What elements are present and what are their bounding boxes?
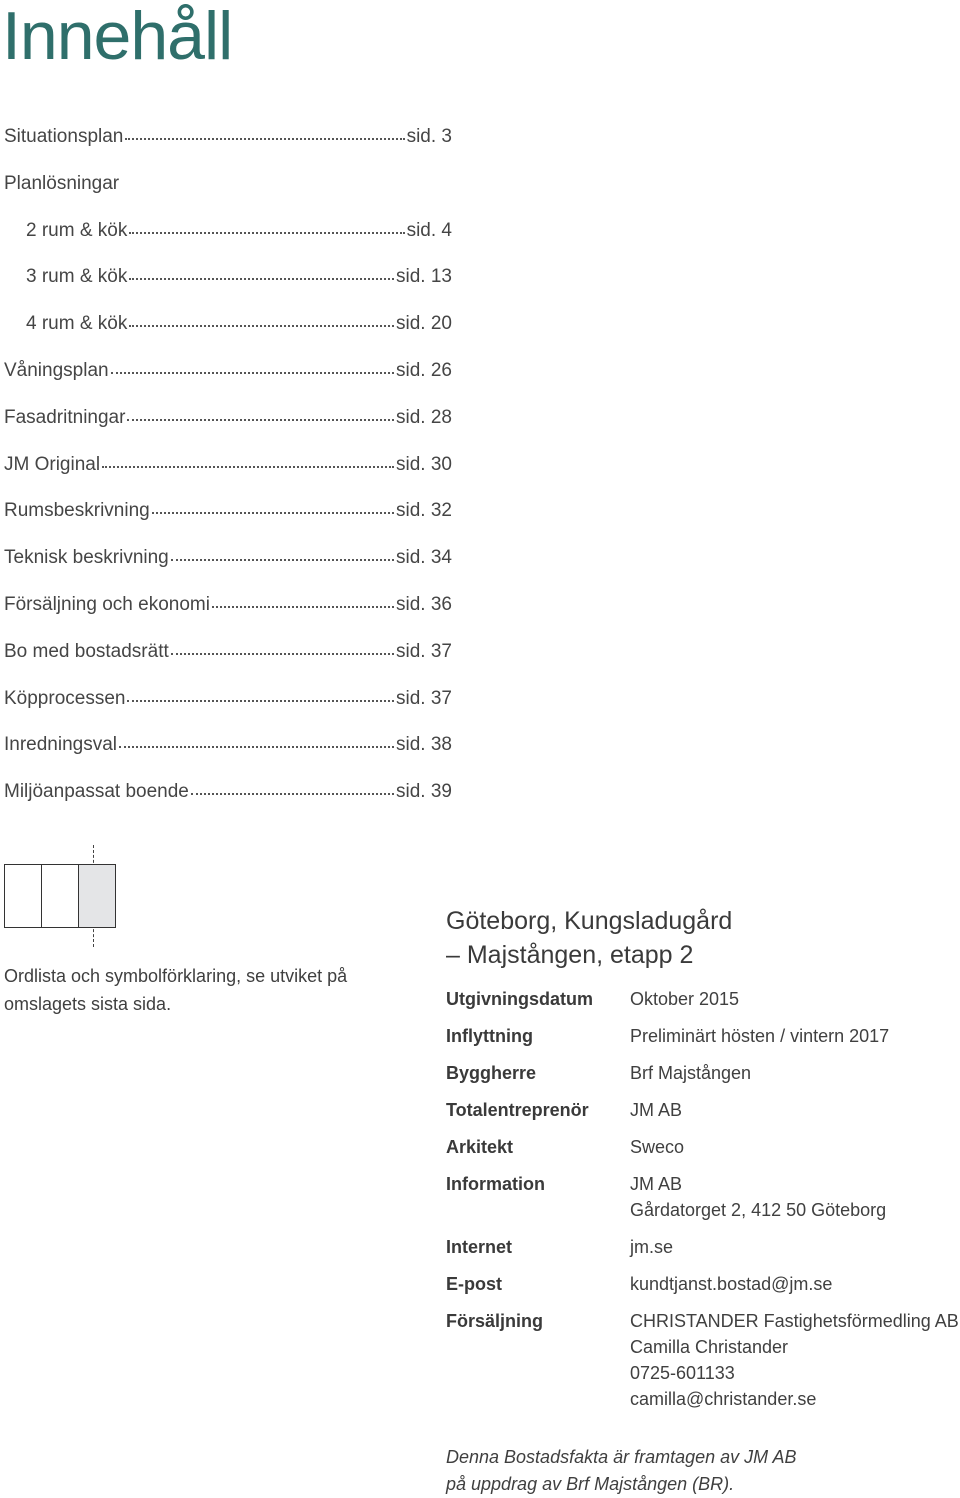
toc-item [4,547,452,594]
fact-value-line: Preliminärt hösten / vintern 2017 [630,1026,890,1046]
toc-leader-dots [191,779,394,795]
toc-item-label: Planlösningar [4,172,120,194]
toc-item-label: 3 rum & kök [26,266,128,288]
fact-key: Internet [446,1237,513,1257]
table-of-contents [4,126,452,828]
toc-item [4,266,452,313]
fact-value [630,986,960,1012]
project-title [446,904,946,972]
footnote [446,1444,926,1498]
fact-value [630,1097,960,1123]
toc-leader-dots [129,218,404,234]
toc-item-label: Teknisk beskrivning [4,547,169,569]
toc-item-page: sid. 4 [406,219,452,241]
toc-item-page: sid. 13 [396,266,452,288]
fold-panel-1 [5,865,42,927]
toc-item-label: Situationsplan [4,126,124,147]
toc-item [4,313,452,360]
toc-item [4,688,452,735]
footnote-line1: Denna Bostadsfakta är framtagen av JM AB [446,1447,797,1467]
fact-value-line: camilla@christander.se [630,1389,817,1409]
fact-value-line: kundtjanst.bostad@jm.se [630,1274,833,1294]
toc-item-label: JM Original [4,453,101,475]
toc-item [4,360,452,407]
fact-row [446,1171,960,1223]
fact-value [630,1308,960,1412]
toc-item [4,454,452,501]
fact-key: Arkitekt [446,1137,514,1157]
toc-item-page: sid. 26 [396,359,452,381]
toc-item [4,407,452,454]
toc-item [4,594,452,641]
page-title: Innehåll [2,0,233,74]
fact-value-line: Camilla Christander [630,1337,789,1357]
fact-row [446,1234,960,1260]
toc-leader-dots [127,405,394,421]
toc-item-page: sid. 32 [396,500,452,522]
fact-value [630,1060,960,1086]
toc-leader-dots [102,452,394,468]
toc-item-label: Köpprocessen [4,687,126,709]
fact-value-line: 0725-601133 [630,1363,735,1383]
fact-value-line: Oktober 2015 [630,989,740,1009]
toc-item-label: 2 rum & kök [26,219,128,241]
fact-value-line: jm.se [630,1237,674,1257]
fact-key: Byggherre [446,1063,537,1083]
toc-item-label: Miljöanpassat boende [4,781,189,803]
toc-item [4,173,452,220]
toc-item-page: sid. 36 [396,593,452,615]
fact-value-line: JM AB [630,1100,683,1120]
toc-item-label: 4 rum & kök [26,313,128,335]
toc-item-page: sid. 38 [396,734,452,756]
fact-value-line: CHRISTANDER Fastighetsförmedling AB [630,1311,959,1331]
toc-item-label: Inredningsval [4,734,118,756]
toc-item-page: sid. 20 [396,313,452,335]
toc-leader-dots [212,592,394,608]
fact-value [630,1234,960,1260]
fact-key: Utgivningsdatum [446,989,593,1009]
toc-item [4,641,452,688]
fold-panel-3 [79,865,115,927]
toc-leader-dots [125,124,404,140]
toc-leader-dots [171,639,394,655]
fact-row [446,1134,960,1160]
fact-value-line: Sweco [630,1137,685,1157]
fact-key: E-post [446,1274,502,1294]
toc-item-page: sid. 34 [396,547,452,569]
fact-row [446,1308,960,1412]
fact-value-line: JM AB [630,1174,683,1194]
fact-row [446,1023,960,1049]
fold-caption: Ordlista och symbolförklaring, se utviket på omslagets sista sida. [4,966,348,1014]
toc-item-label: Våningsplan [4,359,109,381]
fact-value [630,1271,960,1297]
fact-key: Inflyttning [446,1026,533,1046]
fact-key: Försäljning [446,1311,544,1331]
toc-item-label: Fasadritningar [4,406,126,428]
toc-item-label: Försäljning och ekonomi [4,593,210,615]
fact-row [446,1097,960,1123]
toc-item-label: Bo med bostadsrätt [4,640,169,662]
toc-leader-dots [152,498,394,514]
toc-leader-dots [127,686,394,702]
fact-value-line: Brf Majstången [630,1063,752,1083]
toc-item-page: sid. 3 [406,126,452,147]
toc-leader-dots [111,358,394,374]
toc-item [4,500,452,547]
project-title-line2: – Majstången, etapp 2 [446,941,694,969]
fact-value [630,1023,960,1049]
fold-panel-2 [42,865,79,927]
toc-item-label: Rumsbeskrivning [4,500,150,522]
toc-leader-dots [129,311,394,327]
project-title-line1: Göteborg, Kungsladugård [446,907,733,935]
toc-leader-dots [171,545,394,561]
fact-row [446,1271,960,1297]
toc-leader-dots [119,732,394,748]
toc-item-page: sid. 39 [396,781,452,803]
toc-item [4,220,452,267]
fact-value [630,1171,960,1223]
toc-item [4,126,452,173]
fact-row [446,986,960,1012]
toc-item-page: sid. 30 [396,453,452,475]
fold-out-symbol [4,864,116,928]
toc-item-page: sid. 37 [396,640,452,662]
toc-item-page: sid. 28 [396,406,452,428]
toc-item-page: sid. 37 [396,687,452,709]
fact-value [630,1134,960,1160]
toc-leader-dots [129,264,394,280]
toc-item [4,734,452,781]
fact-row [446,1060,960,1086]
fact-key: Information [446,1174,545,1194]
toc-item [4,781,452,828]
fact-value-line: Gårdatorget 2, 412 50 Göteborg [630,1200,887,1220]
footnote-line2: på uppdrag av Brf Majstången (BR). [446,1474,735,1494]
fact-key: Totalentreprenör [446,1100,589,1120]
project-facts [446,986,960,1423]
